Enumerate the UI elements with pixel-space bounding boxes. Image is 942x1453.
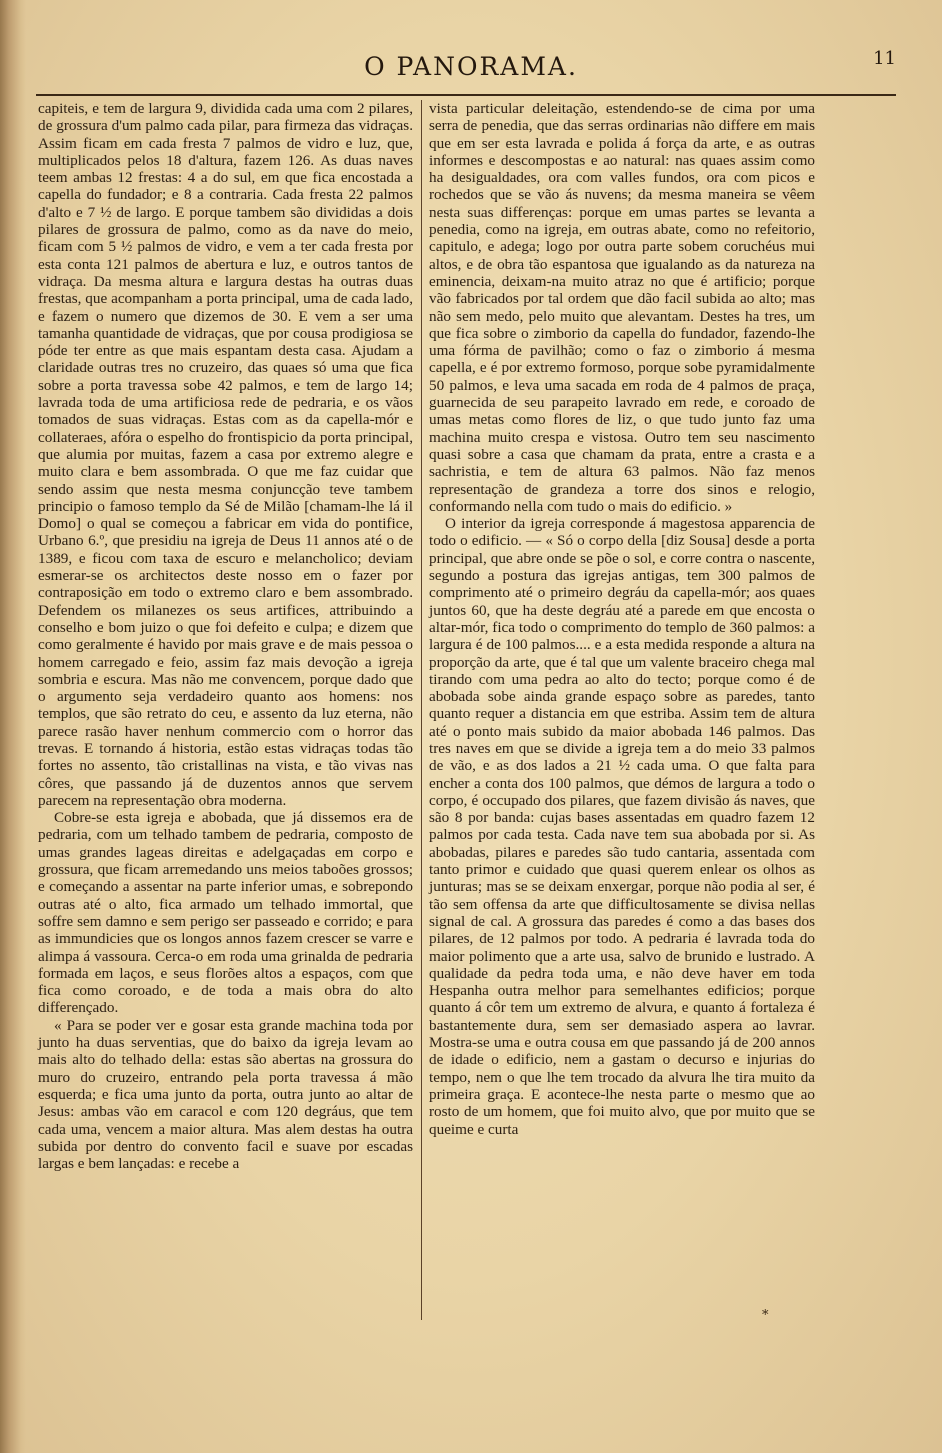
- paragraph: Cobre-se esta igreja e abobada, que já dissemos era de pedraria, com um telhado tambem de pedraria, composto de umas grandes lageas direitas e adelgaçadas em corpo e grossura, que ficam arremedando uns meios taboões grossos; e começando a assentar na parte inferior umas, e sobrepondo outras até o alto, fica armado um telhado immortal, que soffre sem damno e sem perigo ser passeado e corrido; e para as immundicies que os longos annos fazem crescer se varre e alimpa á vassoura. Cerca-o em roda uma grinalda de pedraria formada em laços, e seus florões altos a espaços, com que fica como coroado, e de toda a mais obra do alto differençado.: [38, 809, 413, 1017]
- right-column: [429, 100, 815, 1138]
- header-rule: [36, 94, 896, 96]
- paragraph: vista particular deleitação, estendendo-se de cima por uma serra de penedia, que das serras ordinarias não differe em mais que em ser esta lavrada e polida á força da arte, e as outras informes e descompostas e ao natural: nas quaes assim como ha desigualdades, ora com valles fundos, ora com picos e rochedos que se vão ás nuvens; da mesma maneira se vêem nesta suas differenças: porque em umas partes se levanta a penedia, como na igreja, em outras abate, como no refeitorio, capitulo, e adega; logo por outra parte sobem coruchéus mui altos, e de obra tão espantosa que igualando as da natureza na eminencia, deixam-na muito atraz no que é artificio; porque vão fabricados por tal ordem que dão facil subida ao alto; mas não sem medo, pelo muito que alevantam. Destes ha tres, um que fica sobre o zimborio da capella do fundador, fazendo-lhe uma fórma de pavilhão; como o faz o zimborio á mesma capella, e é por extremo formoso, porque sobe pyramidalmente 50 palmos, e leva uma sacada em roda de 4 palmos de praça, guarnecida de seu parapeito lavrado em rede, e coroado de umas metas como flores de liz, o que tudo junto faz uma machina muito crespa e vistosa. Outro tem seu nascimento quasi sobre a casa que chamam da prata, entre a crasta e a sachristia, e tem de altura 63 palmos. Não faz menos representação de grandeza a torre dos sinos e relogio, conformando nella com tudo o mais do edificio. »: [429, 100, 815, 515]
- left-column: [38, 100, 413, 1172]
- page-number: 11: [873, 48, 896, 69]
- page-binding-edge: [0, 0, 26, 1453]
- running-title: O PANORAMA.: [364, 52, 578, 81]
- paragraph: capiteis, e tem de largura 9, dividida cada uma com 2 pilares, de grossura d'um palmo cada pilar, para firmeza das vidraças. Assim ficam em cada fresta 7 palmos de vidro e luz, que, multiplicados pelos 18 d'altura, fazem 126. As duas naves teem ambas 12 frestas: 4 a do sul, em que fica encostada a capella do fundador; e 8 a contraria. Cada fresta 22 palmos d'alto e 7 ½ de largo. E porque tambem são divididas a dois pilares de grossura de palmo, como as da nave do meio, ficam com 5 ½ palmos de vidro, e vem a ter cada fresta por esta conta 121 palmos de abertura e luz, e outros tantos de vidraça. Da mesma altura e largura destas ha outras duas frestas, que acompanham a porta principal, uma de cada lado, e fazem o numero que dizemos de 30. E vem a ser uma tamanha quantidade de vidraças, que por cousa prodigiosa se póde ter entre as que mais espantam desta casa. Ajudam a claridade outras tres no cruzeiro, das quaes só uma que fica sobre a porta travessa sobe 42 palmos, e tem de largo 14; lavrada toda de uma artificiosa rede de pedraria, e os vãos tomados de suas vidraças. Estas com as da capella-mór e collateraes, afóra o espelho do frontispicio da porta principal, que alumia por muitas, fazem a casa por extremo alegre e muito clara e bem assombrada. O que me faz cuidar que sendo assim que nesta mesma conjuncção teve tambem principio o famoso templo da Sé de Milão [chamam-lhe lá il Domo] o qual se começou a fabricar em vida do pontifice, Urbano 6.º, que presidiu na igreja de Deus 11 annos até o de 1389, e ficou com taxa de escuro e melancholico; deviam esmerar-se os architectos deste nosso em o fazer por contraposição em todo o extremo claro e bem assombrado. Defendem os milanezes os seus artifices, attribuindo a conselho e bom juizo o que foi defeito e culpa; e dizem que como geralmente é havido por mais grave e de mais pessoa o homem carregado e feio, assim faz mais devoção a igreja sombria e escura. Mas não me convencem, porque dado que o argumento seja verdadeiro quanto aos homens: nos templos, que são retrato do ceu, e assento da luz eterna, não parece rasão haver nenhum commercio com o horror das trevas. E tornando á historia, estão estas vidraças todas tão fortes no assento, tão cristallinas na vista, e tão vivas nas côres, que passando já de duzentos annos que servem parecem na representação obra moderna.: [38, 100, 413, 809]
- page-header: [40, 44, 902, 88]
- paragraph: O interior da igreja corresponde á magestosa apparencia de todo o edificio. — « Só o corpo della [diz Sousa] desde a porta principal, que abre onde se põe o sol, e corre contra o nascente, segundo a postura das igrejas antigas, tem 300 palmos de comprimento até o primeiro degráu da capella-mór; aos quaes juntos 60, que ha deste degráu até a parede em que encosta o altar-mór, fica todo o comprimento do templo de 360 palmos: a largura é de 100 palmos.... e a esta medida responde a altura na proporção da arte, que é tal que um valente braceiro chega mal tirando com uma pedra ao alto do tecto; porque como é de abobada sobe ainda grande espaço sobre as paredes, tanto quanto requer a distancia em que estriba. Assim tem de altura até o ponto mais subido da maior abobada 146 palmos. Das tres naves em que se divide a igreja tem a do meio 33 palmos de vão, e as dos lados a 21 ½ cada uma. O que falta para encher a conta dos 100 palmos, que démos de largura a todo o corpo, é occupado dos pilares, que fazem divisão ás naves, que são 8 por banda: cujas bases assentadas em quadro fazem 12 palmos por cada testa. Cada nave tem sua abobada por si. As abobadas, pilares e paredes são tudo cantaria, assentada com tanto primor e cuidado que quasi querem enlear os olhos as junturas; mas se se deixam enxergar, porque não podia al ser, é tão sem offensa da arte que difficultosamente se divisa nellas signal de cal. A grossura das paredes é como a das bases dos pilares, de 12 palmos por todo. A pedraria é lavrada toda do maior polimento que a arte usa, salvo de brunido e lustrado. A qualidade da pedra toda uma, e não deve haver em toda Hespanha outra melhor para semelhantes edificios; porque quanto á côr tem um extremo de alvura, e quanto á fortaleza é bastantemente dura, sem ser demasiado aspera ao lavrar. Mostra-se uma e outra cousa em que passando já de 200 annos de idade o edificio, nem a gastam o decurso e injurias do tempo, nem o que lhe tem trocado da alvura lhe tira muito da primeira graça. E acontece-lhe nesta parte o mesmo que ao rosto de um homem, que foi muito alvo, que por muito que se queime e curta: [429, 515, 815, 1138]
- column-divider: [421, 100, 422, 1320]
- footer-mark: *: [762, 1308, 769, 1323]
- paragraph: « Para se poder ver e gosar esta grande machina toda por junto ha duas serventias, que do baixo da igreja levam ao mais alto do telhado della: estas são abertas na grossura do muro do cruzeiro, entrando pela porta travessa á mão esquerda; e fica uma junto da porta, outra junto ao altar de Jesus: ambas vão em caracol e com 120 degráus, que tem cada uma, vencem a maior altura. Mas alem destas ha outra subida por dentro do convento facil e suave por escadas largas e bem lançadas: e recebe a: [38, 1016, 413, 1173]
